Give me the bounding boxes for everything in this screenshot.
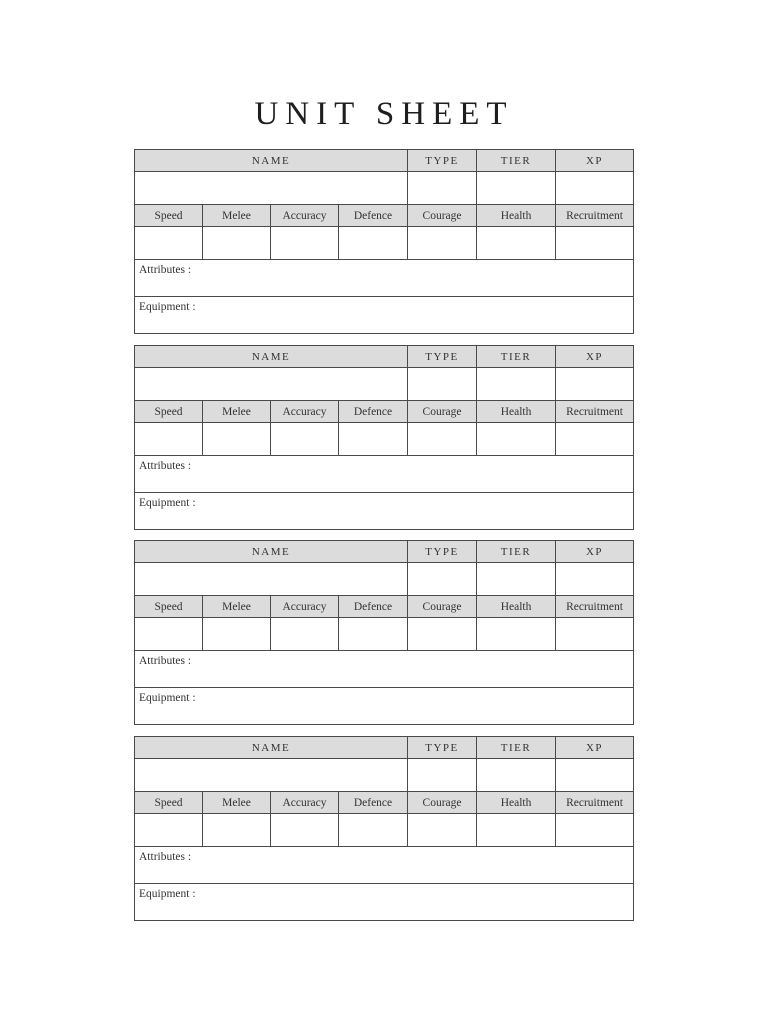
stat-header-accuracy: Accuracy: [271, 205, 339, 227]
stat-header-defence: Defence: [339, 596, 408, 618]
unit-entry-row: [135, 563, 634, 596]
xp-field[interactable]: [556, 172, 634, 205]
stat-field-speed[interactable]: [135, 423, 203, 456]
stat-header-speed: Speed: [135, 792, 203, 814]
attributes-row: [135, 847, 634, 884]
xp-header: XP: [556, 150, 634, 172]
stat-field-recruitment[interactable]: [556, 227, 634, 260]
stat-field-speed[interactable]: [135, 618, 203, 651]
attributes-row: [135, 456, 634, 493]
xp-header: XP: [556, 346, 634, 368]
stat-header-health: Health: [477, 401, 556, 423]
name-field[interactable]: [135, 563, 408, 596]
name-header: NAME: [135, 541, 408, 563]
stat-field-defence[interactable]: [339, 423, 408, 456]
type-header: TYPE: [408, 346, 477, 368]
unit-card: [134, 736, 634, 921]
stat-header-recruitment: Recruitment: [556, 596, 634, 618]
name-header: NAME: [135, 346, 408, 368]
type-header: TYPE: [408, 150, 477, 172]
attributes-label: Attributes :: [139, 655, 192, 667]
stat-header-courage: Courage: [408, 596, 477, 618]
stat-field-accuracy[interactable]: [271, 814, 339, 847]
tier-field[interactable]: [477, 759, 556, 792]
stat-field-melee[interactable]: [203, 423, 271, 456]
stat-field-accuracy[interactable]: [271, 618, 339, 651]
stat-field-health[interactable]: [477, 814, 556, 847]
equipment-field[interactable]: [135, 493, 634, 530]
unit-header-row: [135, 150, 634, 172]
stat-field-health[interactable]: [477, 423, 556, 456]
stat-field-courage[interactable]: [408, 227, 477, 260]
stat-field-defence[interactable]: [339, 227, 408, 260]
attributes-label: Attributes :: [139, 460, 192, 472]
tier-field[interactable]: [477, 368, 556, 401]
stat-field-recruitment[interactable]: [556, 618, 634, 651]
equipment-field[interactable]: [135, 688, 634, 725]
unit-table: [134, 540, 634, 725]
stat-field-speed[interactable]: [135, 814, 203, 847]
stat-header-courage: Courage: [408, 792, 477, 814]
stat-header-melee: Melee: [203, 205, 271, 227]
equipment-label: Equipment :: [139, 692, 196, 704]
xp-header: XP: [556, 737, 634, 759]
stat-entry-row: [135, 618, 634, 651]
unit-table: [134, 149, 634, 334]
equipment-row: [135, 297, 634, 334]
stat-header-melee: Melee: [203, 792, 271, 814]
attributes-row: [135, 651, 634, 688]
attributes-field[interactable]: [135, 260, 634, 297]
name-field[interactable]: [135, 759, 408, 792]
stat-header-row: [135, 596, 634, 618]
stat-header-health: Health: [477, 205, 556, 227]
name-header: NAME: [135, 150, 408, 172]
stat-header-row: [135, 792, 634, 814]
tier-field[interactable]: [477, 172, 556, 205]
equipment-row: [135, 688, 634, 725]
attributes-label: Attributes :: [139, 264, 192, 276]
tier-header: TIER: [477, 541, 556, 563]
stat-field-recruitment[interactable]: [556, 814, 634, 847]
stat-header-defence: Defence: [339, 792, 408, 814]
xp-field[interactable]: [556, 368, 634, 401]
attributes-field[interactable]: [135, 847, 634, 884]
stat-field-speed[interactable]: [135, 227, 203, 260]
equipment-row: [135, 884, 634, 921]
unit-table: [134, 345, 634, 530]
type-field[interactable]: [408, 368, 477, 401]
stat-field-defence[interactable]: [339, 618, 408, 651]
stat-header-speed: Speed: [135, 205, 203, 227]
unit-card: [134, 149, 634, 334]
stat-header-health: Health: [477, 792, 556, 814]
xp-header: XP: [556, 541, 634, 563]
name-field[interactable]: [135, 368, 408, 401]
stat-header-recruitment: Recruitment: [556, 792, 634, 814]
stat-entry-row: [135, 227, 634, 260]
type-field[interactable]: [408, 172, 477, 205]
page-title: UNIT SHEET: [254, 96, 514, 132]
equipment-field[interactable]: [135, 297, 634, 334]
stat-field-courage[interactable]: [408, 814, 477, 847]
stat-header-accuracy: Accuracy: [271, 401, 339, 423]
unit-entry-row: [135, 368, 634, 401]
equipment-label: Equipment :: [139, 301, 196, 313]
name-field[interactable]: [135, 172, 408, 205]
stat-header-courage: Courage: [408, 401, 477, 423]
attributes-field[interactable]: [135, 456, 634, 493]
attributes-field[interactable]: [135, 651, 634, 688]
unit-table: [134, 736, 634, 921]
stat-field-courage[interactable]: [408, 423, 477, 456]
stat-header-defence: Defence: [339, 401, 408, 423]
unit-header-row: [135, 346, 634, 368]
xp-field[interactable]: [556, 759, 634, 792]
unit-entry-row: [135, 759, 634, 792]
stat-field-health[interactable]: [477, 227, 556, 260]
stat-field-health[interactable]: [477, 618, 556, 651]
stat-header-accuracy: Accuracy: [271, 792, 339, 814]
equipment-row: [135, 493, 634, 530]
stat-header-recruitment: Recruitment: [556, 401, 634, 423]
stat-field-recruitment[interactable]: [556, 423, 634, 456]
equipment-field[interactable]: [135, 884, 634, 921]
stat-entry-row: [135, 814, 634, 847]
stat-entry-row: [135, 423, 634, 456]
stat-header-health: Health: [477, 596, 556, 618]
stat-header-row: [135, 205, 634, 227]
tier-field[interactable]: [477, 563, 556, 596]
stat-header-speed: Speed: [135, 596, 203, 618]
unit-header-row: [135, 541, 634, 563]
stat-field-defence[interactable]: [339, 814, 408, 847]
unit-card: [134, 345, 634, 530]
stat-field-courage[interactable]: [408, 618, 477, 651]
stat-header-row: [135, 401, 634, 423]
stat-header-defence: Defence: [339, 205, 408, 227]
type-header: TYPE: [408, 737, 477, 759]
equipment-label: Equipment :: [139, 497, 196, 509]
stat-header-speed: Speed: [135, 401, 203, 423]
attributes-row: [135, 260, 634, 297]
tier-header: TIER: [477, 346, 556, 368]
stat-header-accuracy: Accuracy: [271, 596, 339, 618]
stat-field-accuracy[interactable]: [271, 423, 339, 456]
stat-field-accuracy[interactable]: [271, 227, 339, 260]
type-header: TYPE: [408, 541, 477, 563]
stat-header-melee: Melee: [203, 401, 271, 423]
type-field[interactable]: [408, 759, 477, 792]
stat-field-melee[interactable]: [203, 227, 271, 260]
attributes-label: Attributes :: [139, 851, 192, 863]
unit-header-row: [135, 737, 634, 759]
xp-field[interactable]: [556, 563, 634, 596]
stat-field-melee[interactable]: [203, 618, 271, 651]
stat-header-melee: Melee: [203, 596, 271, 618]
tier-header: TIER: [477, 737, 556, 759]
unit-entry-row: [135, 172, 634, 205]
tier-header: TIER: [477, 150, 556, 172]
stat-field-melee[interactable]: [203, 814, 271, 847]
unit-card: [134, 540, 634, 725]
name-header: NAME: [135, 737, 408, 759]
stat-header-courage: Courage: [408, 205, 477, 227]
type-field[interactable]: [408, 563, 477, 596]
stat-header-recruitment: Recruitment: [556, 205, 634, 227]
equipment-label: Equipment :: [139, 888, 196, 900]
